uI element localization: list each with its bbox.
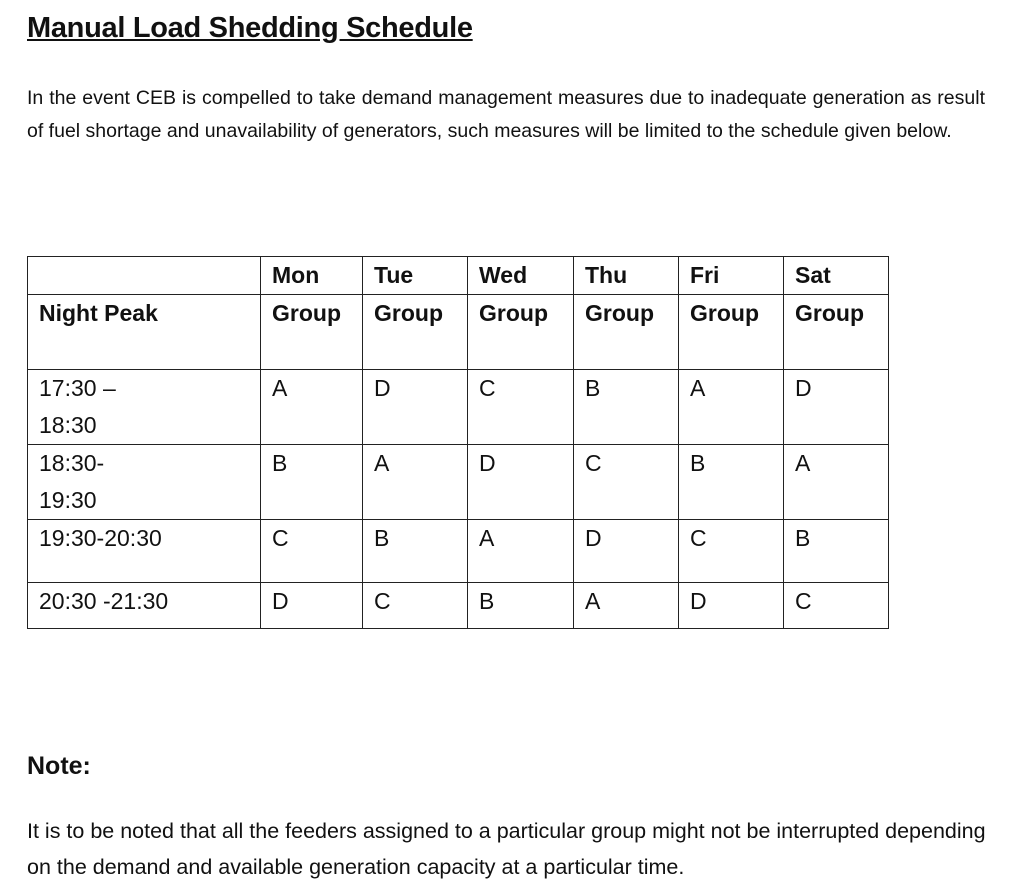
group-cell: D [468, 445, 574, 520]
group-header-cell: Group [468, 295, 574, 370]
group-cell: A [468, 520, 574, 583]
table-row [28, 445, 889, 520]
table-row [28, 370, 889, 445]
group-cell: C [261, 520, 363, 583]
group-cell: B [784, 520, 889, 583]
note-text: It is to be noted that all the feeders assigned to a particular group might not be interrupted depending on the demand and available generation capacity at a particular time. [27, 819, 986, 879]
note-heading: Note: [27, 752, 91, 780]
group-header-cell: Group [261, 295, 363, 370]
group-cell: C [679, 520, 784, 583]
day-header-cell: Tue [363, 257, 468, 295]
group-cell: C [468, 370, 574, 445]
time-slot-label: 18:30- 19:30 [39, 450, 105, 513]
time-slot-cell [28, 445, 261, 520]
group-header-cell: Group [679, 295, 784, 370]
table-row [28, 583, 889, 629]
group-cell: A [574, 583, 679, 629]
group-cell: D [784, 370, 889, 445]
group-header-cell: Group [363, 295, 468, 370]
group-cell: A [261, 370, 363, 445]
group-cell: A [679, 370, 784, 445]
group-cell: B [679, 445, 784, 520]
group-header-cell: Group [784, 295, 889, 370]
group-cell: B [574, 370, 679, 445]
group-cell: B [468, 583, 574, 629]
group-cell: C [784, 583, 889, 629]
day-header-cell: Thu [574, 257, 679, 295]
page-title: Manual Load Shedding Schedule [27, 12, 473, 44]
night-peak-label: Night Peak [28, 295, 261, 370]
time-slot-cell: 19:30-20:30 [28, 520, 261, 583]
group-cell: C [574, 445, 679, 520]
group-header-row [28, 295, 889, 370]
group-cell: C [363, 583, 468, 629]
table-row [28, 520, 889, 583]
group-cell: D [679, 583, 784, 629]
group-cell: D [574, 520, 679, 583]
group-cell: D [363, 370, 468, 445]
group-cell: A [784, 445, 889, 520]
time-slot-cell: 20:30 -21:30 [28, 583, 261, 629]
day-header-row [28, 257, 889, 295]
corner-cell [28, 257, 261, 295]
intro-paragraph: In the event CEB is compelled to take demand management measures due to inadequate generation as result of fuel shortage and unavailability of generators, such measures will be limited to the schedule given below. [27, 87, 985, 142]
group-cell: A [363, 445, 468, 520]
day-header-cell: Wed [468, 257, 574, 295]
time-slot-cell [28, 370, 261, 445]
load-shedding-table [27, 256, 889, 629]
day-header-cell: Sat [784, 257, 889, 295]
group-cell: B [363, 520, 468, 583]
group-header-cell: Group [574, 295, 679, 370]
day-header-cell: Mon [261, 257, 363, 295]
group-cell: D [261, 583, 363, 629]
group-cell: B [261, 445, 363, 520]
day-header-cell: Fri [679, 257, 784, 295]
time-slot-label: 17:30 – 18:30 [39, 375, 116, 438]
